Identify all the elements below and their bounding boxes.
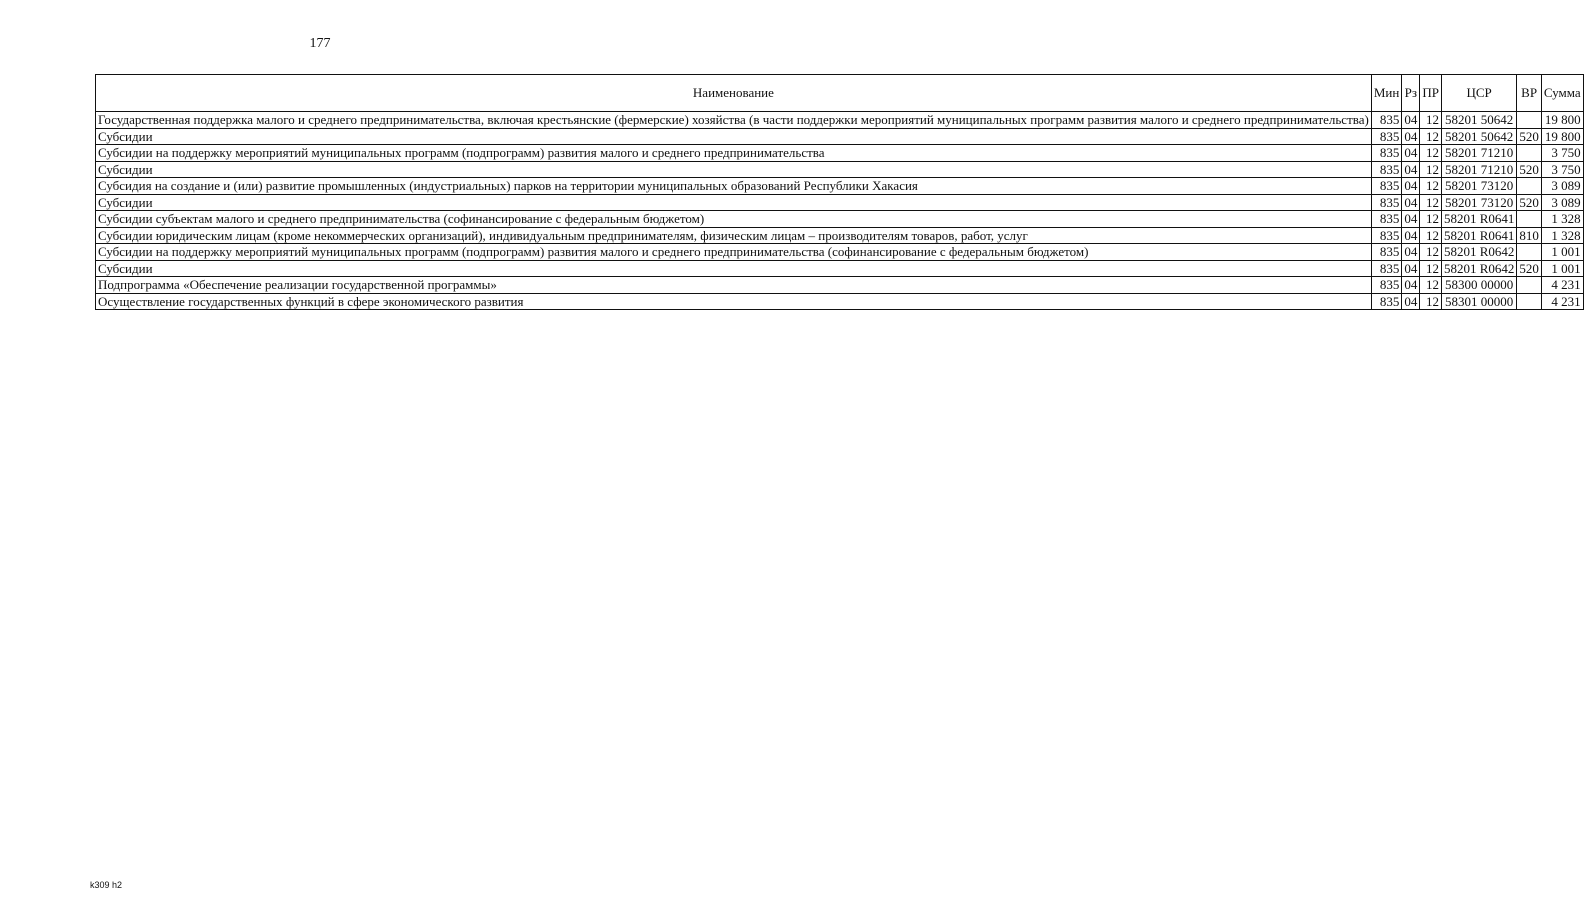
header-min: Мин	[1371, 75, 1401, 112]
cell-csr: 58201 R0641	[1441, 211, 1516, 228]
cell-vr: 520	[1517, 194, 1542, 211]
cell-name: Субсидии субъектам малого и среднего предпринимательства (софинансирование с федеральным бюджетом)	[96, 211, 1372, 228]
cell-sum: 3 750	[1541, 145, 1583, 162]
cell-pr: 12	[1420, 194, 1442, 211]
cell-rz: 04	[1402, 145, 1420, 162]
cell-min: 835	[1371, 161, 1401, 178]
cell-csr: 58201 73120	[1441, 194, 1516, 211]
header-csr: ЦСР	[1441, 75, 1516, 112]
cell-min: 835	[1371, 227, 1401, 244]
cell-min: 835	[1371, 178, 1401, 195]
cell-sum: 3 089	[1541, 194, 1583, 211]
cell-rz: 04	[1402, 260, 1420, 277]
cell-name: Осуществление государственных функций в сфере экономического развития	[96, 293, 1372, 310]
budget-table	[95, 74, 1584, 310]
table-row	[96, 112, 1584, 129]
cell-min: 835	[1371, 244, 1401, 261]
cell-vr: 810	[1517, 227, 1542, 244]
cell-vr	[1517, 211, 1542, 228]
cell-csr: 58301 00000	[1441, 293, 1516, 310]
cell-min: 835	[1371, 145, 1401, 162]
cell-sum: 1 001	[1541, 260, 1583, 277]
table-row	[96, 128, 1584, 145]
table-row	[96, 211, 1584, 228]
cell-pr: 12	[1420, 211, 1442, 228]
cell-name: Субсидии на поддержку мероприятий муниципальных программ (подпрограмм) развития малого и среднего предпринимательства	[96, 145, 1372, 162]
cell-sum: 19 800	[1541, 128, 1583, 145]
cell-vr	[1517, 277, 1542, 294]
cell-rz: 04	[1402, 227, 1420, 244]
cell-pr: 12	[1420, 145, 1442, 162]
cell-min: 835	[1371, 260, 1401, 277]
cell-csr: 58201 71210	[1441, 161, 1516, 178]
cell-sum: 3 750	[1541, 161, 1583, 178]
table-row	[96, 260, 1584, 277]
cell-pr: 12	[1420, 112, 1442, 129]
table-row	[96, 277, 1584, 294]
cell-pr: 12	[1420, 161, 1442, 178]
header-vr: ВР	[1517, 75, 1542, 112]
cell-name: Подпрограмма «Обеспечение реализации государственной программы»	[96, 277, 1372, 294]
cell-name: Субсидии юридическим лицам (кроме некоммерческих организаций), индивидуальным предпринимателям, физическим лицам – производителям товаров, работ, услуг	[96, 227, 1372, 244]
cell-vr: 520	[1517, 128, 1542, 145]
table-row	[96, 293, 1584, 310]
cell-vr	[1517, 178, 1542, 195]
cell-vr	[1517, 112, 1542, 129]
cell-min: 835	[1371, 194, 1401, 211]
cell-sum: 3 089	[1541, 178, 1583, 195]
cell-csr: 58201 73120	[1441, 178, 1516, 195]
cell-vr	[1517, 244, 1542, 261]
table-header-row	[96, 75, 1584, 112]
header-name: Наименование	[96, 75, 1372, 112]
cell-rz: 04	[1402, 112, 1420, 129]
table-row	[96, 227, 1584, 244]
table-row	[96, 145, 1584, 162]
cell-sum: 19 800	[1541, 112, 1583, 129]
cell-min: 835	[1371, 211, 1401, 228]
cell-pr: 12	[1420, 260, 1442, 277]
cell-name: Субсидии	[96, 161, 1372, 178]
cell-sum: 1 328	[1541, 227, 1583, 244]
cell-pr: 12	[1420, 178, 1442, 195]
cell-pr: 12	[1420, 227, 1442, 244]
cell-rz: 04	[1402, 194, 1420, 211]
table-row	[96, 194, 1584, 211]
cell-pr: 12	[1420, 277, 1442, 294]
cell-name: Субсидии	[96, 194, 1372, 211]
cell-sum: 1 001	[1541, 244, 1583, 261]
cell-sum: 1 328	[1541, 211, 1583, 228]
cell-rz: 04	[1402, 161, 1420, 178]
header-pr: ПР	[1420, 75, 1442, 112]
cell-csr: 58201 R0642	[1441, 244, 1516, 261]
cell-min: 835	[1371, 277, 1401, 294]
cell-csr: 58201 71210	[1441, 145, 1516, 162]
cell-vr: 520	[1517, 161, 1542, 178]
table-row	[96, 178, 1584, 195]
cell-min: 835	[1371, 112, 1401, 129]
cell-sum: 4 231	[1541, 277, 1583, 294]
cell-vr: 520	[1517, 260, 1542, 277]
cell-sum: 4 231	[1541, 293, 1583, 310]
cell-rz: 04	[1402, 128, 1420, 145]
table-row	[96, 244, 1584, 261]
table-row	[96, 161, 1584, 178]
cell-vr	[1517, 145, 1542, 162]
cell-name: Субсидия на создание и (или) развитие промышленных (индустриальных) парков на территории муниципальных образований Республики Хакасия	[96, 178, 1372, 195]
cell-rz: 04	[1402, 178, 1420, 195]
cell-csr: 58201 R0642	[1441, 260, 1516, 277]
cell-name: Субсидии	[96, 128, 1372, 145]
cell-min: 835	[1371, 293, 1401, 310]
cell-pr: 12	[1420, 244, 1442, 261]
cell-pr: 12	[1420, 293, 1442, 310]
cell-rz: 04	[1402, 244, 1420, 261]
cell-rz: 04	[1402, 277, 1420, 294]
header-rz: Рз	[1402, 75, 1420, 112]
cell-min: 835	[1371, 128, 1401, 145]
cell-rz: 04	[1402, 211, 1420, 228]
header-sum: Сумма	[1541, 75, 1583, 112]
cell-csr: 58201 50642	[1441, 112, 1516, 129]
cell-pr: 12	[1420, 128, 1442, 145]
cell-vr	[1517, 293, 1542, 310]
page-number: 177	[309, 36, 331, 51]
cell-csr: 58300 00000	[1441, 277, 1516, 294]
cell-name: Субсидии на поддержку мероприятий муниципальных программ (подпрограмм) развития малого и среднего предпринимательства (софинансирование с федеральным бюджетом)	[96, 244, 1372, 261]
cell-name: Субсидии	[96, 260, 1372, 277]
cell-rz: 04	[1402, 293, 1420, 310]
cell-name: Государственная поддержка малого и среднего предпринимательства, включая крестьянские (фермерские) хозяйства (в части поддержки мероприятий муниципальных программ развития малого и среднего предпринимательства)	[96, 112, 1372, 129]
cell-csr: 58201 R0641	[1441, 227, 1516, 244]
footer-code: k309 h2	[90, 880, 123, 890]
cell-csr: 58201 50642	[1441, 128, 1516, 145]
